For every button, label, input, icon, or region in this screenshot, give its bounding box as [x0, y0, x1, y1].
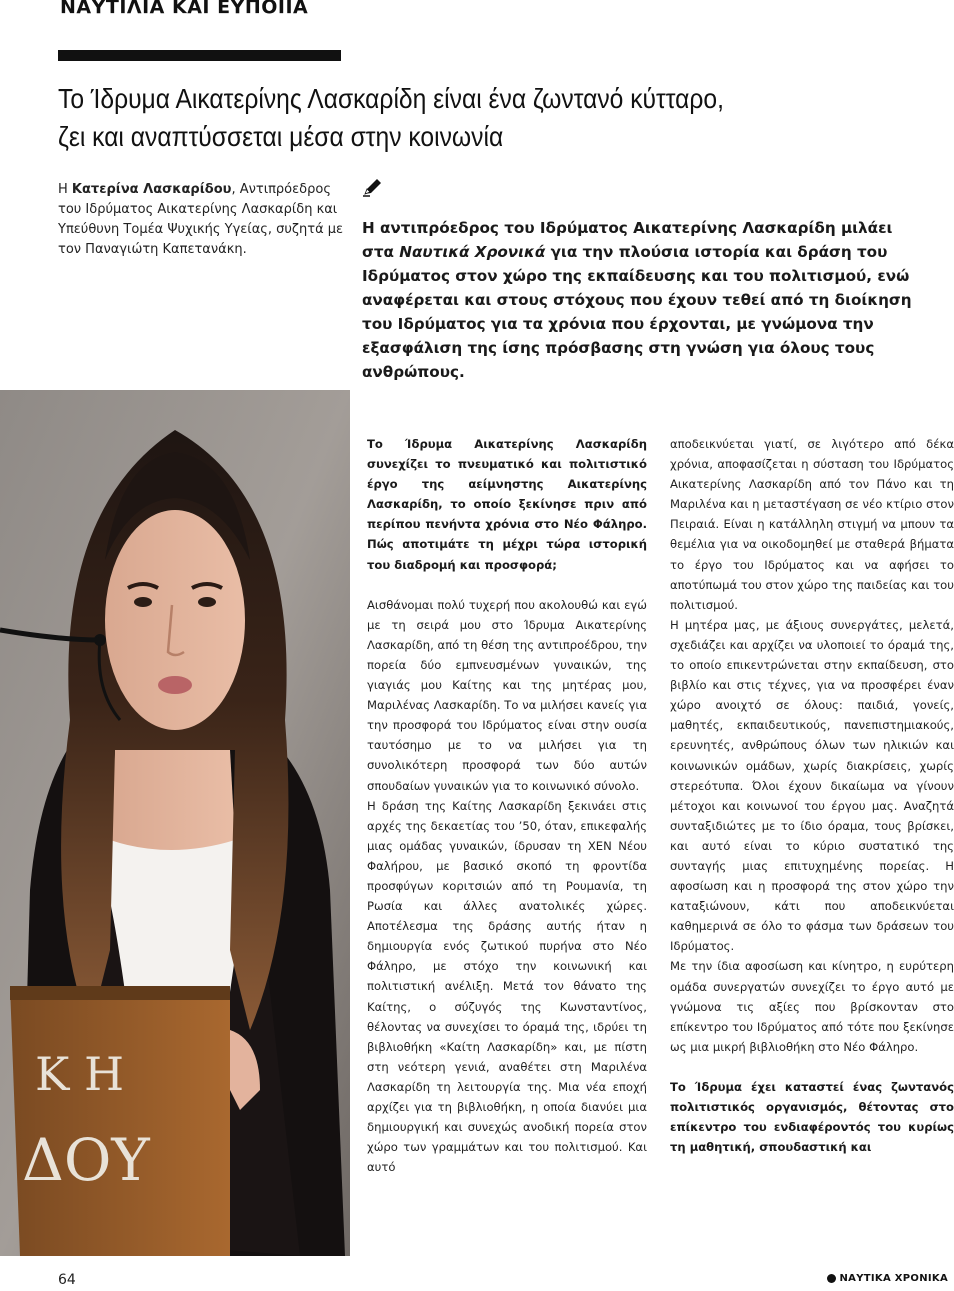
headline-line-1: Το Ίδρυμα Αικατερίνης Λασκαρίδη είναι ένα ζωντανό κύτταρο, [58, 83, 724, 114]
answer-paragraph-3: αποδεικνύεται γιατί, σε λιγότερο από δέκα χρόνια, αποφασίζεται η σύσταση του Ιδρύματος Αικατερίνης Λασκαρίδη από τον Πάνο και τη Μαριλένα και η μεταστέγαση σε νέο κτίριο στον Πειραιά. Είναι η κατάλληλη στιγμή να μπουν τα θεμέλια για να οικοδομηθεί με σταθερά βήματα το έργο του Ιδρύματος και να αφήσει το αποτύπωμά του στον χώρο της παιδείας και του πολιτισμού. [670, 437, 954, 612]
lead-publication: Ναυτικά Χρονικά [399, 243, 546, 261]
answer-paragraph-5: Με την ίδια αφοσίωση και κίνητρο, η ευρύτερη ομάδα συνεργατών συνεχίζει το έργο αυτό με γνώμονα τις αξίες που βρίσκονταν στο επίκεντρο του Ιδρύματος από τότε που ξεκίνησε ως μια μικρή βιβλιοθήκη στο Νέο Φάληρο. [670, 959, 954, 1054]
section-rule [58, 50, 341, 61]
section-label: ΝΑΥΤΙΛΙΑ ΚΑΙ ΕΥΠΟΙΙΑ [60, 0, 309, 18]
magazine-name: ΝΑΥΤΙΚΑ ΧΡΟΝΙΚΑ [839, 1273, 948, 1284]
caption-name: Κατερίνα Λασκαρίδου [71, 182, 232, 197]
headline-line-2: ζει και αναπτύσσεται μέσα στην κοινωνία [58, 121, 504, 152]
portrait-illustration [0, 390, 350, 1256]
article-column-1 [367, 434, 647, 1177]
podium-letters-top: Κ Η [35, 1047, 125, 1101]
lead-part-1: Η αντιπρόεδρος του Ιδρύματος Αικατερίνης Λασκαρίδη μιλάει στα [362, 219, 893, 261]
article-column-2 [670, 434, 954, 1157]
page-number: 64 [58, 1272, 76, 1288]
headline [58, 80, 815, 156]
magazine-logo-icon [827, 1274, 836, 1283]
caption-prefix: Η [58, 182, 72, 197]
answer-paragraph-4: Η μητέρα μας, με άξιους συνεργάτες, μελετά, σχεδιάζει και αρχίζει να υλοποιεί το όραμά της, το οποίο επικεντρώνεται στην εκπαίδευση, στο βιβλίο και στις τέχνες, για να προσφέρει έναν χώρο ανοιχτό σε όλους: παιδιά, γονείς, μαθητές, εκπαιδευτικούς, πανεπιστημιακούς, ερευνητές, ανθρώπους όλων των ηλικιών και κοινωνικών ομάδων, χωρίς διακρίσεις, χωρίς στερεότυπα. Όλοι έχουν δικαίωμα να γίνουν μέτοχοι και κοινωνοί του έργου μας. Αναζητά συνταξιδιώτες με το ίδιο όραμα, τους βρίσκει, και αυτό είναι το κύριο συστατικό της συνταγής μιας επιτυχημένης πορείας. Η αφοσίωση και η προσφορά της στον χώρο την καταξιώνουν, κάτι που αποδεικνύεται καθημερινά σε όλο το φάσμα των δράσεων του Ιδρύματος. [670, 617, 954, 954]
interview-question-1: Το Ίδρυμα Αικατερίνης Λασκαρίδη συνεχίζει το πνευματικό και πολιτιστικό έργο της αείμνηστης Αικατερίνης Λασκαρίδη, το οποίο ξεκίνησε πριν από περίπου πενήντα χρόνια στο Νέο Φάληρο. Πώς αποτιμάτε τη μέχρι τώρα ιστορική του διαδρομή και προσφορά; [367, 437, 647, 572]
interview-question-2: Το Ίδρυμα έχει καταστεί ένας ζωντανός πολιτιστικός οργανισμός, θέτοντας στο επίκεντρο του ενδιαφέροντός του κυρίως τη μαθητική, σπουδαστική και [670, 1079, 954, 1155]
answer-paragraph-1: Αισθάνομαι πολύ τυχερή που ακολουθώ και εγώ με τη σειρά μου στο Ίδρυμα Αικατερίνης Λασκαρίδη, από τη θέση της αντιπροέδρου, την πορεία δύο εμπνευσμένων γυναικών, της γιαγιάς μου Καίτης και της μητέρας μου, Μαριλένας Λασκαρίδη. Το να μιλήσει κανείς για την προσφορά του Ιδρύματος είναι στην ουσία ταυτόσημο με το να μιλήσει για τη συνολικότερη προσφορά των δύο αυτών σπουδαίων γυναικών για το κοινωνικό σύνολο. [367, 597, 647, 793]
portrait-photo [0, 390, 350, 1256]
caption-suffix: , Αντιπρόεδρος του Ιδρύματος Αικατερίνης Λασκαρίδη και Υπεύθυνη Τομέα Ψυχικής Υγείας, συζητά με τον Παναγιώτη Καπετανάκη. [58, 182, 344, 257]
pen-icon [362, 177, 384, 197]
lead-part-2: για την πλούσια ιστορία και δράση του Ιδρύματος στον χώρο της εκπαίδευσης και του πολιτισμού, ενώ αναφέρεται και στους στόχους που έχουν τεθεί από τη διοίκηση του Ιδρύματος για τα χρόνια που έρχονται, με γνώμονα την εξασφάλιση της ίσης πρόσβασης στη γνώση για όλους τους ανθρώπους. [362, 243, 912, 381]
lead-paragraph [362, 216, 922, 384]
magazine-footer [827, 1273, 948, 1284]
podium-letters-bottom: ΔΟΥ [22, 1126, 150, 1194]
answer-paragraph-2: Η δράση της Καίτης Λασκαρίδη ξεκινάει στις αρχές της δεκαετίας του ’50, όταν, επικεφαλής μιας ομάδας γυναικών, ίδρυσαν τη ΧΕΝ Νέου Φαλήρου, με βασικό σκοπό τη φροντίδα προσφύγων κοριτσιών από τη Ρουμανία, τη Ρωσία και άλλες ανατολικές χώρες. Αποτέλεσμα της δράσης αυτής ήταν η δημιουργία ενός ζωτικού πυρήνα στο Νέο Φάληρο, με στόχο την κοινωνική και πολιτιστική ανέλιξη. Μετά τον θάνατο της Καίτης, ο σύζυγός της Κωνσταντίνος, θέλοντας να συνεχίσει το όραμά της, ιδρύει τη βιβλιοθήκη «Καίτη Λασκαρίδη» και, με πίστη στη νεότερη γενιά, αναθέτει στη Μαριλένα Λασκαρίδη τη λειτουργία της. Μια νέα εποχή αρχίζει για τη βιβλιοθήκη, η οποία διανύει μια δημιουργική και συνεχώς ανοδική πορεία στον χώρο των γραμμάτων και του πολιτισμού. Και αυτό [367, 798, 647, 1175]
photo-caption [58, 180, 358, 260]
